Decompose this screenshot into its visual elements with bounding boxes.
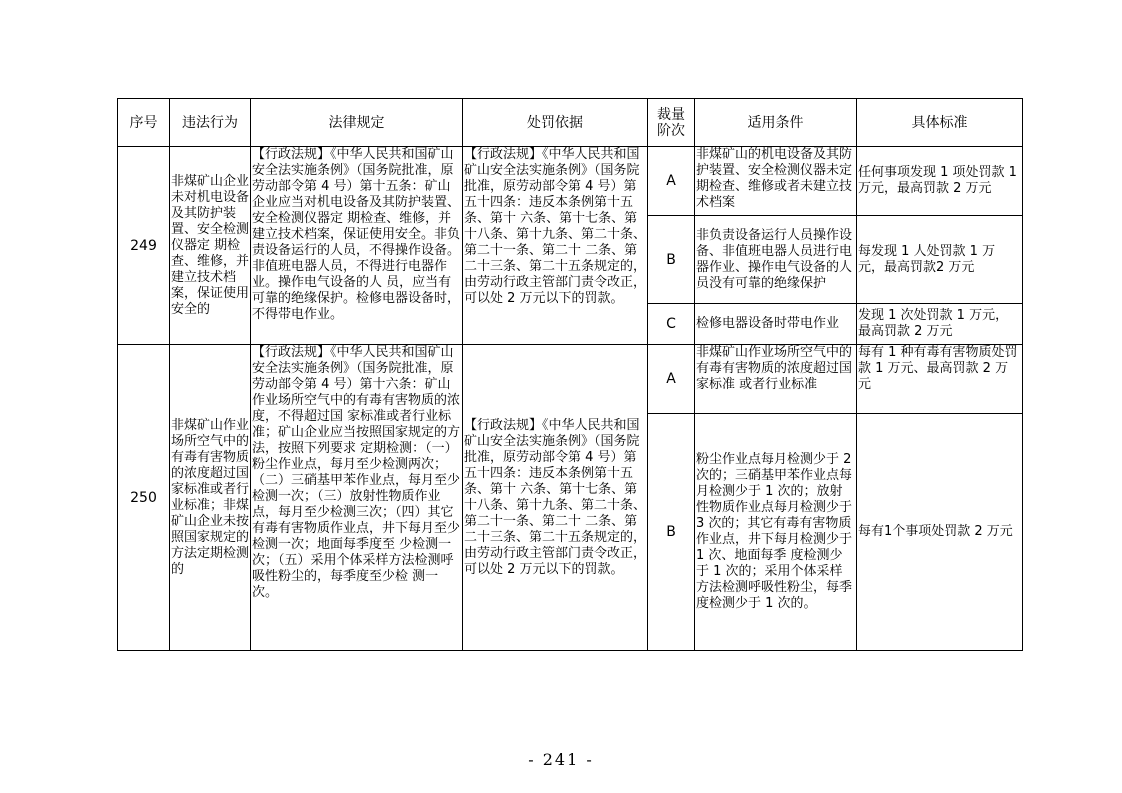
row-250-law: 【行政法规】《中华人民共和国矿山安全法实施条例》（国务院批准，原劳动部令第 4 号）第十六条：矿山作业场所空气中的有毒有害物质的浓度，不得超过国 家标准或者行业标准；矿山企业应当按照国家规定的方法，按照下列要求 定期检测：（一）粉尘作业点，每月至少检测两次；（二）三硝基甲苯作业点，每月至少检测一次；（三）放射性物质作业点，每月至少检测三次；（四）其它有毒有害物质作业点，井下每月至少检测一次；地面每季度至 少检测一次；（五）采用个体采样方法检测呼吸性粉尘的，每季度至少检 测一次。 xyxy=(251,345,463,651)
row-249-condition-c: 检修电器设备时带电作业 xyxy=(695,304,857,345)
row-249-standard-c: 发现 1 次处罚款 1 万元，最高罚款 2 万元 xyxy=(857,304,1023,345)
row-250-standard-b: 每有1个事项处罚款 2 万元 xyxy=(857,414,1023,651)
row-249-level-c: C xyxy=(648,304,695,345)
row-250-no: 250 xyxy=(118,345,170,651)
row-250-condition-b: 粉尘作业点每月检测少于 2 次的；三硝基甲苯作业点每月检测少于 1 次的；放射性物质作业点每月检测少于 3 次的；其它有毒有害物质作业点，井下每月检测少于 1 次、地面每季 度检测少于 1 次的；采用个体采样方法检测呼吸性粉尘，每季度检测少于 1 次的。 xyxy=(695,414,857,651)
header-level: 裁量阶次 xyxy=(648,99,695,147)
table-row xyxy=(118,345,1023,414)
row-250-level-a: A xyxy=(648,345,695,414)
penalty-table xyxy=(117,98,1023,651)
row-249-standard-b: 每发现 1 人处罚款 1 万元，最高罚款2 万元 xyxy=(857,216,1023,304)
header-standard: 具体标准 xyxy=(857,99,1023,147)
header-row xyxy=(118,99,1023,147)
page-number: - 241 - xyxy=(528,750,594,769)
row-250-basis: 【行政法规】《中华人民共和国矿山安全法实施条例》（国务院批准，原劳动部令第 4 号）第五十四条：违反本条例第十五条、第十 六条、第十七条、第十八条、第十九条、第二十条、第二十一条、第二十 二条、第二十三条、第二十五条规定的，由劳动行政主管部门责令改正， 可以处 2 万元以下的罚款。 xyxy=(463,345,648,651)
header-condition: 适用条件 xyxy=(695,99,857,147)
row-249-condition-b: 非负责设备运行人员操作设备、非值班电器人员进行电器作业、操作电气设备的人员没有可靠的绝缘保护 xyxy=(695,216,857,304)
row-250-violation: 非煤矿山作业场所空气中的有毒有害物质的浓度超过国家标准或者行业标准；非煤矿山企业未按照国家规定的方法定期检测的 xyxy=(170,345,251,651)
header-violation: 违法行为 xyxy=(170,99,251,147)
header-basis: 处罚依据 xyxy=(463,99,648,147)
table-row xyxy=(118,147,1023,216)
row-249-violation: 非煤矿山企业未对机电设备及其防护装置、安全检测仪器定 期检查、维修，并建立技术档案，保证使用安全的 xyxy=(170,147,251,345)
row-250-level-b: B xyxy=(648,414,695,651)
row-249-level-a: A xyxy=(648,147,695,216)
row-249-basis: 【行政法规】《中华人民共和国矿山安全法实施条例》（国务院批准，原劳动部令第 4 号）第五十四条：违反本条例第十五条、第十 六条、第十七条、第十八条、第十九条、第二十条、第二十一条、第二十 二条、第二十三条、第二十五条规定的，由劳动行政主管部门责令改正， 可以处 2 万元以下的罚款。 xyxy=(463,147,648,345)
row-249-law: 【行政法规】《中华人民共和国矿山安全法实施条例》（国务院批准，原劳动部令第 4 号）第十五条：矿山企业应当对机电设备及其防护装置、安全检测仪器定 期检查、维修，并建立技术档案，保证使用安全。非负责设备运行的人员，不得操作设备。非值班电器人员，不得进行电器作业。操作电气设备的人 员，应当有可靠的绝缘保护。检修电器设备时，不得带电作业。 xyxy=(251,147,463,345)
header-law: 法律规定 xyxy=(251,99,463,147)
row-250-standard-a: 每有 1 种有毒有害物质处罚款 1 万元、最高罚款 2 万元 xyxy=(857,345,1023,414)
row-249-no: 249 xyxy=(118,147,170,345)
header-no: 序号 xyxy=(118,99,170,147)
row-249-standard-a: 任何事项发现 1 项处罚款 1 万元，最高罚款 2 万元 xyxy=(857,147,1023,216)
row-249-level-b: B xyxy=(648,216,695,304)
row-250-condition-a: 非煤矿山作业场所空气中的有毒有害物质的浓度超过国家标准 或者行业标准 xyxy=(695,345,857,414)
row-249-condition-a: 非煤矿山的机电设备及其防护装置、安全检测仪器未定期检查、维修或者未建立技术档案 xyxy=(695,147,857,216)
